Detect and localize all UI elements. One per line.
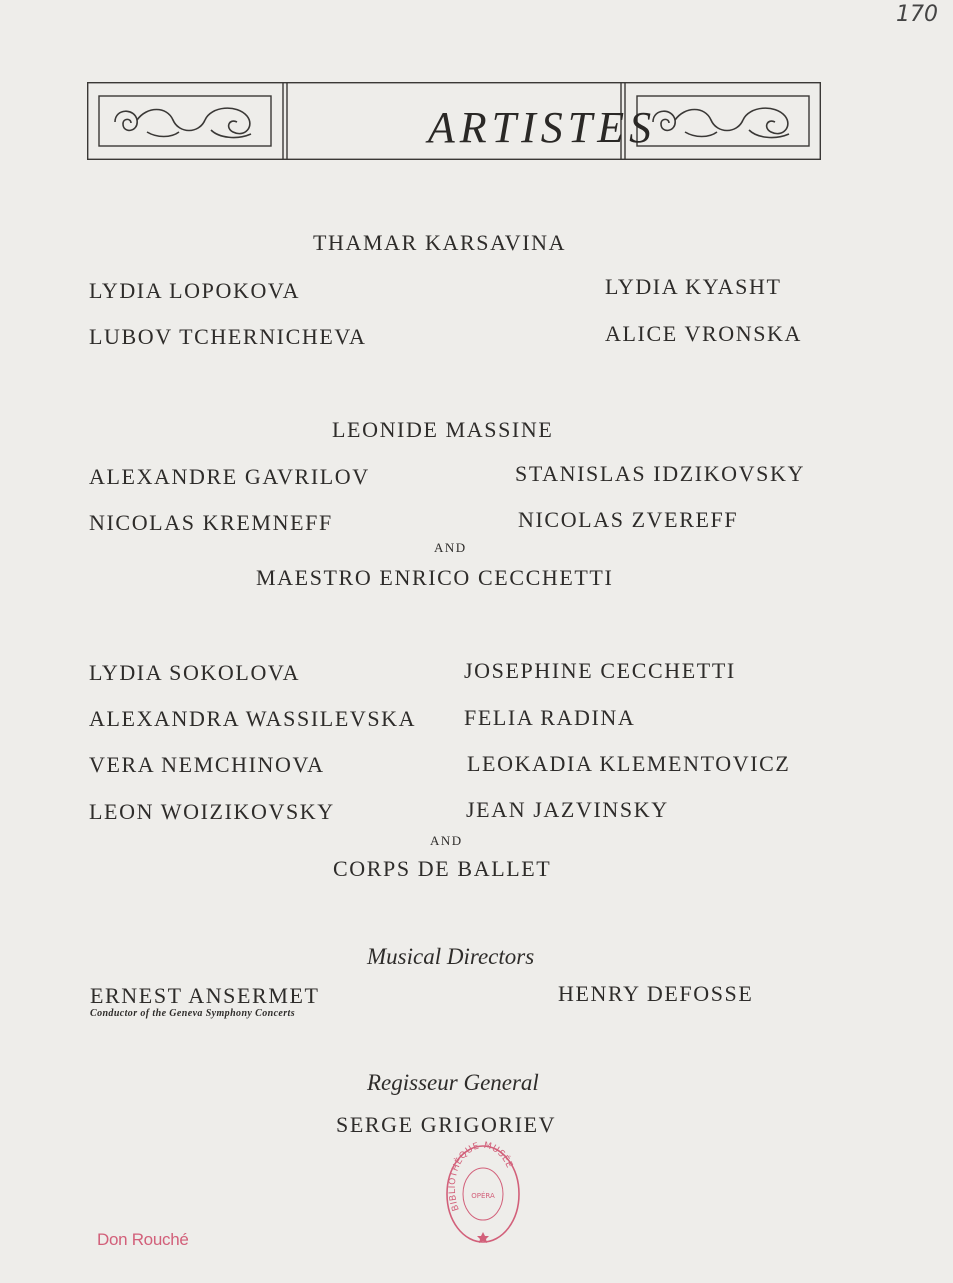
maestro-name: MAESTRO ENRICO CECCHETTI <box>256 565 614 590</box>
artist-name: LYDIA LOPOKOVA <box>89 278 301 303</box>
page-number: 170 <box>896 2 938 27</box>
section-heading: Musical Directors <box>367 944 535 969</box>
artist-name: FELIA RADINA <box>464 705 636 730</box>
artist-name: ALEXANDRE GAVRILOV <box>89 464 370 489</box>
corps-de-ballet: CORPS DE BALLET <box>333 856 552 881</box>
artist-name: STANISLAS IDZIKOVSKY <box>515 461 805 486</box>
artist-name: NICOLAS ZVEREFF <box>518 507 739 532</box>
artist-name: NICOLAS KREMNEFF <box>89 510 333 535</box>
artist-name: HENRY DEFOSSE <box>558 981 754 1006</box>
lead-danseur: LEONIDE MASSINE <box>332 417 554 442</box>
artist-name: LYDIA KYASHT <box>605 274 782 299</box>
stamp-inner-text: OPÉRA <box>471 1192 495 1200</box>
artist-name: LUBOV TCHERNICHEVA <box>89 324 367 349</box>
page-title: ARTISTES <box>427 103 657 152</box>
artist-name: ALICE VRONSKA <box>605 321 803 346</box>
artist-name: VERA NEMCHINOVA <box>89 752 325 777</box>
svg-text:BIBLIOTHÈQUE MUSÉE <box>448 1141 514 1212</box>
conductor-note: Conductor of the Geneva Symphony Concerts <box>90 1008 296 1019</box>
artist-name: JOSEPHINE CECCHETTI <box>464 658 736 683</box>
and-label: AND <box>430 833 463 848</box>
artist-name: SERGE GRIGORIEV <box>336 1112 557 1137</box>
artist-name: ALEXANDRA WASSILEVSKA <box>89 706 417 731</box>
scroll-ornament-left-icon <box>115 108 251 137</box>
stamp-text: BIBLIOTHÈQUE MUSÉE <box>447 1140 515 1213</box>
library-stamp <box>443 1138 523 1248</box>
artist-name: ERNEST ANSERMET <box>90 983 320 1008</box>
artist-name: JEAN JAZVINSKY <box>466 797 669 822</box>
header-banner <box>87 82 821 160</box>
artist-name: LEOKADIA KLEMENTOVICZ <box>467 751 791 776</box>
artist-name: LEON WOIZIKOVSKY <box>89 799 335 824</box>
lead-ballerina: THAMAR KARSAVINA <box>313 230 567 255</box>
section-heading: Regisseur General <box>367 1070 539 1095</box>
artist-name: LYDIA SOKOLOVA <box>89 660 301 685</box>
and-label: AND <box>434 540 467 555</box>
donor-stamp: Don Rouché <box>97 1230 189 1249</box>
